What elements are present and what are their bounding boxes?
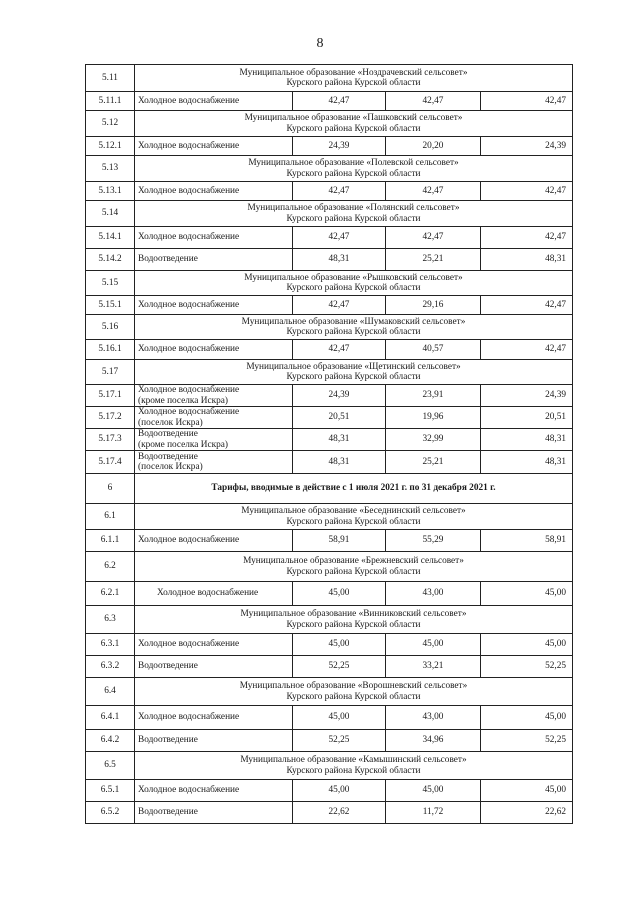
row-number: 6.1 [86, 504, 135, 530]
row-number: 5.15.1 [86, 296, 135, 315]
municipality-heading-row [86, 360, 573, 385]
tariff-row [86, 249, 573, 271]
page-number: 8 [316, 36, 324, 51]
service-description [135, 530, 293, 552]
service-description-line: Холодное водоснабжение [157, 588, 259, 599]
row-number: 6.2 [86, 552, 135, 582]
tariff-value-2: 32,99 [386, 429, 481, 451]
row-number: 5.14.2 [86, 249, 135, 271]
municipality-heading-line: Курского района Курской области [286, 566, 421, 577]
tariff-row [86, 582, 573, 606]
municipality-heading-line: Муниципальное образование «Беседнинский сельсовет» [241, 506, 466, 516]
service-description-line: Холодное водоснабжение [138, 232, 240, 243]
tariff-value-1: 48,31 [293, 451, 386, 474]
municipality-heading-row [86, 65, 573, 92]
municipality-heading-line: Муниципальное образование «Шумаковский сельсовет» [241, 316, 466, 327]
tariff-value-3: 42,47 [481, 296, 573, 315]
municipality-heading-row [86, 504, 573, 530]
tariff-value-3: 48,31 [481, 249, 573, 271]
tariff-row [86, 340, 573, 360]
service-description-line: Холодное водоснабжение [138, 785, 240, 796]
tariff-value-1: 52,25 [293, 730, 386, 752]
municipality-heading-line: Курского района Курской области [286, 78, 421, 88]
municipality-heading [135, 360, 573, 385]
service-description-line: (поселок Искра) [138, 462, 203, 472]
service-description-line: Холодное водоснабжение [138, 535, 240, 546]
tariff-value-1: 20,51 [293, 407, 386, 429]
municipality-heading-line: Муниципальное образование «Ворошневский сельсовет» [239, 681, 468, 691]
tariff-value-1: 45,00 [293, 780, 386, 802]
row-number: 6.5 [86, 752, 135, 780]
tariff-value-1: 42,47 [293, 296, 386, 315]
service-description-line: Водоотведение [138, 807, 198, 818]
row-number: 5.17.1 [86, 385, 135, 407]
tariff-value-2: 40,57 [386, 340, 481, 360]
row-number: 5.13 [86, 156, 135, 182]
service-description-line: Холодное водоснабжение [138, 95, 240, 106]
municipality-heading [135, 552, 573, 582]
row-number: 6.1.1 [86, 530, 135, 552]
row-number: 6.4 [86, 678, 135, 706]
municipality-heading-line: Муниципальное образование «Рышковский сельсовет» [244, 272, 463, 283]
row-number: 5.15 [86, 271, 135, 296]
service-description-line: Холодное водоснабжение [138, 299, 240, 310]
tariff-value-2: 20,20 [386, 137, 481, 156]
tariff-value-3: 24,39 [481, 137, 573, 156]
tariff-row [86, 656, 573, 678]
municipality-heading-line: Курского района Курской области [286, 168, 421, 179]
tariff-value-1: 45,00 [293, 706, 386, 730]
tariff-value-2: 23,91 [386, 385, 481, 407]
tariff-value-3: 45,00 [481, 780, 573, 802]
service-description-line: Водоотведение [138, 254, 198, 265]
tariff-row [86, 227, 573, 249]
service-description [135, 340, 293, 360]
service-description [135, 634, 293, 656]
tariff-value-3: 20,51 [481, 407, 573, 429]
municipality-heading-line: Муниципальное образование «Полянский сельсовет» [247, 203, 460, 213]
municipality-heading-row [86, 271, 573, 296]
municipality-heading-row [86, 752, 573, 780]
tariff-row [86, 530, 573, 552]
municipality-heading-line: Курского района Курской области [286, 283, 421, 293]
row-number: 5.11.1 [86, 92, 135, 111]
tariff-row [86, 92, 573, 111]
municipality-heading-line: Муниципальное образование «Щетинский сельсовет» [246, 361, 461, 372]
service-description-line: Холодное водоснабжение [138, 385, 240, 395]
row-number: 6.5.2 [86, 802, 135, 824]
tariff-value-3: 42,47 [481, 92, 573, 111]
row-number: 5.14.1 [86, 227, 135, 249]
service-description-line: (поселок Искра) [138, 417, 203, 428]
municipality-heading-line: Курского района Курской области [286, 516, 421, 527]
row-number: 6.5.1 [86, 780, 135, 802]
row-number: 5.12 [86, 111, 135, 137]
tariff-value-3: 48,31 [481, 451, 573, 474]
service-description [135, 802, 293, 824]
municipality-heading [135, 678, 573, 706]
service-description [135, 407, 293, 429]
tariff-value-3: 24,39 [481, 385, 573, 407]
service-description-line: (кроме поселка Искра) [138, 439, 228, 450]
row-number: 5.14 [86, 201, 135, 227]
tariff-row [86, 182, 573, 201]
row-number: 6.4.1 [86, 706, 135, 730]
tariff-value-1: 42,47 [293, 340, 386, 360]
service-description [135, 582, 293, 606]
tariff-table-body [86, 65, 573, 824]
tariff-value-3: 45,00 [481, 706, 573, 730]
tariff-table [85, 64, 573, 824]
municipality-heading [135, 65, 573, 92]
tariff-value-2: 55,29 [386, 530, 481, 552]
municipality-heading-row [86, 606, 573, 634]
tariff-value-1: 48,31 [293, 429, 386, 451]
tariff-value-2: 43,00 [386, 582, 481, 606]
municipality-heading-line: Муниципальное образование «Винниковский сельсовет» [240, 609, 467, 619]
tariff-value-1: 52,25 [293, 656, 386, 678]
service-description-line: Холодное водоснабжение [138, 639, 240, 650]
tariff-value-3: 58,91 [481, 530, 573, 552]
service-description [135, 182, 293, 201]
tariff-value-3: 42,47 [481, 182, 573, 201]
municipality-heading-row [86, 156, 573, 182]
tariff-value-2: 42,47 [386, 182, 481, 201]
row-number: 5.16 [86, 315, 135, 340]
tariff-value-1: 58,91 [293, 530, 386, 552]
municipality-heading-line: Курского района Курской области [286, 691, 421, 702]
tariff-row [86, 706, 573, 730]
row-number: 6.3.2 [86, 656, 135, 678]
tariff-value-2: 33,21 [386, 656, 481, 678]
tariff-row [86, 780, 573, 802]
service-description [135, 429, 293, 451]
row-number: 5.16.1 [86, 340, 135, 360]
row-number: 5.17.4 [86, 451, 135, 474]
municipality-heading [135, 156, 573, 182]
municipality-heading [135, 606, 573, 634]
row-number: 5.17 [86, 360, 135, 385]
row-number: 5.17.2 [86, 407, 135, 429]
municipality-heading-row [86, 201, 573, 227]
tariff-value-3: 22,62 [481, 802, 573, 824]
municipality-heading-line: Курского района Курской области [286, 213, 421, 224]
service-description-line: (кроме поселка Искра) [138, 395, 228, 406]
tariff-value-1: 45,00 [293, 634, 386, 656]
tariff-value-2: 25,21 [386, 249, 481, 271]
row-number: 5.17.3 [86, 429, 135, 451]
service-description-line: Холодное водоснабжение [138, 185, 240, 196]
tariff-value-3: 52,25 [481, 656, 573, 678]
tariff-value-1: 42,47 [293, 182, 386, 201]
tariff-value-2: 19,96 [386, 407, 481, 429]
service-description [135, 780, 293, 802]
tariff-value-1: 42,47 [293, 227, 386, 249]
row-number: 5.13.1 [86, 182, 135, 201]
service-description-line: Водоотведение [138, 661, 198, 672]
tariff-value-1: 24,39 [293, 385, 386, 407]
municipality-heading-line: Муниципальное образование «Камышинский сельсовет» [240, 755, 467, 765]
tariff-row [86, 429, 573, 451]
service-description [135, 385, 293, 407]
municipality-heading-row [86, 111, 573, 137]
tariff-value-2: 45,00 [386, 634, 481, 656]
municipality-heading-line: Курского района Курской области [286, 327, 421, 337]
tariff-value-1: 22,62 [293, 802, 386, 824]
municipality-heading-line: Муниципальное образование «Брежневский сельсовет» [243, 556, 464, 566]
tariff-value-2: 43,00 [386, 706, 481, 730]
tariff-value-3: 42,47 [481, 340, 573, 360]
row-number: 6.3 [86, 606, 135, 634]
tariff-row [86, 407, 573, 429]
municipality-heading [135, 271, 573, 296]
municipality-heading [135, 315, 573, 340]
tariff-row [86, 634, 573, 656]
tariff-value-3: 52,25 [481, 730, 573, 752]
tariff-row [86, 451, 573, 474]
row-number: 6 [86, 474, 135, 504]
service-description [135, 137, 293, 156]
tariff-value-2: 11,72 [386, 802, 481, 824]
municipality-heading [135, 504, 573, 530]
tariff-value-3: 48,31 [481, 429, 573, 451]
tariff-value-2: 42,47 [386, 227, 481, 249]
service-description [135, 296, 293, 315]
service-description [135, 227, 293, 249]
municipality-heading-row [86, 315, 573, 340]
municipality-heading-line: Курского района Курской области [286, 123, 421, 134]
service-description [135, 730, 293, 752]
municipality-heading-line: Курского района Курской области [286, 619, 421, 630]
row-number: 5.12.1 [86, 137, 135, 156]
service-description [135, 451, 293, 474]
service-description [135, 706, 293, 730]
row-number: 6.4.2 [86, 730, 135, 752]
tariff-value-2: 42,47 [386, 92, 481, 111]
service-description [135, 92, 293, 111]
municipality-heading [135, 752, 573, 780]
tariff-row [86, 385, 573, 407]
tariff-value-2: 25,21 [386, 451, 481, 474]
tariff-value-3: 42,47 [481, 227, 573, 249]
service-description-line: Холодное водоснабжение [138, 407, 240, 417]
tariff-value-2: 45,00 [386, 780, 481, 802]
service-description-line: Водоотведение [138, 735, 198, 746]
row-number: 6.3.1 [86, 634, 135, 656]
service-description-line: Холодное водоснабжение [138, 712, 240, 723]
row-number: 5.11 [86, 65, 135, 92]
tariff-value-1: 24,39 [293, 137, 386, 156]
service-description-line: Холодное водоснабжение [138, 344, 240, 355]
municipality-heading-line: Муниципальное образование «Пашковский сельсовет» [244, 113, 463, 123]
municipality-heading [135, 201, 573, 227]
tariff-row [86, 802, 573, 824]
service-description-line: Водоотведение [138, 429, 198, 439]
municipality-heading-row [86, 678, 573, 706]
service-description-line: Водоотведение [138, 451, 198, 462]
tariff-row [86, 730, 573, 752]
tariff-value-1: 45,00 [293, 582, 386, 606]
municipality-heading-line: Муниципальное образование «Полевской сельсовет» [248, 158, 459, 168]
tariff-row [86, 137, 573, 156]
tariff-value-2: 34,96 [386, 730, 481, 752]
tariff-value-3: 45,00 [481, 634, 573, 656]
municipality-heading-line: Курского района Курской области [286, 765, 421, 776]
tariff-value-1: 48,31 [293, 249, 386, 271]
municipality-heading [135, 111, 573, 137]
tariff-value-3: 45,00 [481, 582, 573, 606]
tariff-value-1: 42,47 [293, 92, 386, 111]
tariff-value-2: 29,16 [386, 296, 481, 315]
row-number: 6.2.1 [86, 582, 135, 606]
tariff-row [86, 296, 573, 315]
municipality-heading-row [86, 552, 573, 582]
municipality-heading-line: Муниципальное образование «Ноздрачевский сельсовет» [239, 67, 468, 78]
municipality-heading-line: Курского района Курской области [286, 372, 421, 382]
service-description [135, 249, 293, 271]
service-description [135, 656, 293, 678]
section-title-row [86, 474, 573, 504]
section-title: Тарифы, вводимые в действие с 1 июля 2021 г. по 31 декабря 2021 г. [135, 474, 573, 504]
service-description-line: Холодное водоснабжение [138, 140, 240, 151]
